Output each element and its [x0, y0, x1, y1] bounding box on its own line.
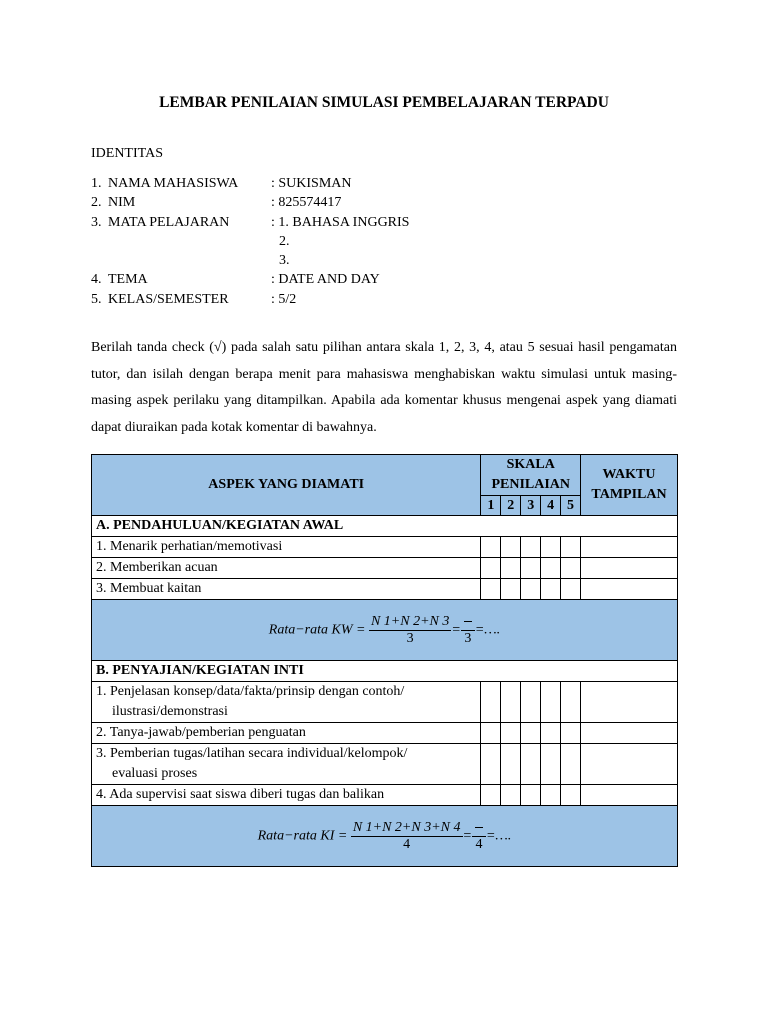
formula-kw-left: Rata−rata KW =	[268, 622, 366, 638]
score-cell[interactable]	[561, 537, 581, 558]
score-cell[interactable]	[521, 558, 541, 579]
score-cell[interactable]	[481, 579, 501, 600]
time-cell[interactable]	[581, 558, 678, 579]
score-cell[interactable]	[561, 744, 581, 785]
aspect-label: 3. Pemberian tugas/latihan secara individual/kelompok/ evaluasi proses	[92, 744, 481, 785]
time-cell[interactable]	[581, 723, 678, 744]
aspect-label: 3. Membuat kaitan	[92, 579, 481, 600]
section-a-heading: A. PENDAHULUAN/KEGIATAN AWAL	[92, 516, 678, 537]
identitas-row: 4. TEMA : DATE AND DAY	[91, 272, 380, 288]
scale-4: 4	[541, 496, 561, 516]
score-cell[interactable]	[541, 537, 561, 558]
identitas-heading: IDENTITAS	[91, 146, 163, 161]
formula-kw-fraction: $\frac{N 1+N 2+N 3}{3}$	[370, 613, 450, 646]
identitas-list	[91, 174, 409, 309]
score-cell[interactable]	[501, 682, 521, 723]
formula-ki-left: Rata−rata KI =	[257, 828, 348, 844]
score-cell[interactable]	[501, 723, 521, 744]
score-cell[interactable]	[501, 744, 521, 785]
identitas-row: 2. NIM : 825574417	[91, 195, 342, 211]
score-cell[interactable]	[481, 558, 501, 579]
score-cell[interactable]	[521, 723, 541, 744]
score-cell[interactable]	[521, 537, 541, 558]
instruction-paragraph: Berilah tanda check (√) pada salah satu pilihan antara skala 1, 2, 3, 4, atau 5 sesuai hasil pengamatan tutor, dan isilah dengan berapa menit para mahasiswa menghabiskan waktu simulasi untuk masing-masing aspek perilaku yang ditampilkan. Apabila ada komentar khusus mengenai aspek yang diamati dapat diuraikan pada kotak komentar di bawahnya.	[91, 340, 677, 435]
identitas-row: 1. NAMA MAHASISWA : SUKISMAN	[91, 176, 352, 191]
score-cell[interactable]	[521, 579, 541, 600]
table-row	[92, 537, 678, 558]
scale-5: 5	[561, 496, 581, 516]
score-cell[interactable]	[481, 785, 501, 806]
time-cell[interactable]	[581, 682, 678, 723]
score-cell[interactable]	[561, 682, 581, 723]
time-cell[interactable]	[581, 579, 678, 600]
time-cell[interactable]	[581, 744, 678, 785]
scale-1: 1	[481, 496, 501, 516]
score-cell[interactable]	[501, 558, 521, 579]
formula-ki: Rata−rata KI = $\frac{N 1+N 2+N 3+N 4}{4}$ = 4 =….	[92, 806, 678, 867]
score-cell[interactable]	[501, 537, 521, 558]
header-skala: SKALA PENILAIAN	[481, 455, 581, 496]
table-row	[92, 785, 678, 806]
score-cell[interactable]	[521, 744, 541, 785]
aspect-label: 4. Ada supervisi saat siswa diberi tugas dan balikan	[92, 785, 481, 806]
aspect-label: 1. Penjelasan konsep/data/fakta/prinsip dengan contoh/ ilustrasi/demonstrasi	[92, 682, 481, 723]
score-cell[interactable]	[481, 682, 501, 723]
table-row	[92, 723, 678, 744]
score-cell[interactable]	[521, 682, 541, 723]
scale-2: 2	[501, 496, 521, 516]
score-cell[interactable]	[481, 744, 501, 785]
score-cell[interactable]	[541, 579, 561, 600]
score-cell[interactable]	[541, 682, 561, 723]
score-cell[interactable]	[541, 785, 561, 806]
section-b-heading: B. PENYAJIAN/KEGIATAN INTI	[92, 661, 678, 682]
score-cell[interactable]	[481, 537, 501, 558]
header-waktu: WAKTU TAMPILAN	[581, 455, 678, 516]
table-row	[92, 682, 678, 723]
score-cell[interactable]	[541, 744, 561, 785]
score-cell[interactable]	[561, 785, 581, 806]
identitas-row: 3. MATA PELAJARAN : 1. BAHASA INGGRIS	[91, 214, 410, 230]
table-row	[92, 744, 678, 785]
time-cell[interactable]	[581, 537, 678, 558]
document-title: LEMBAR PENILAIAN SIMULASI PEMBELAJARAN TERPADU	[159, 94, 609, 111]
identitas-row: 5. KELAS/SEMESTER : 5/2	[91, 291, 297, 307]
aspect-label: 2. Tanya-jawab/pemberian penguatan	[92, 723, 481, 744]
aspect-label: 1. Menarik perhatian/memotivasi	[92, 537, 481, 558]
aspect-label: 2. Memberikan acuan	[92, 558, 481, 579]
time-cell[interactable]	[581, 785, 678, 806]
identitas-row: 3.	[279, 253, 290, 269]
score-cell[interactable]	[481, 723, 501, 744]
table-row	[92, 558, 678, 579]
header-aspek: ASPEK YANG DIAMATI	[92, 455, 481, 516]
score-cell[interactable]	[521, 785, 541, 806]
score-cell[interactable]	[541, 723, 561, 744]
score-cell[interactable]	[501, 785, 521, 806]
table-row	[92, 579, 678, 600]
formula-kw: Rata−rata KW = $\frac{N 1+N 2+N 3}{3}$ = 3 =….	[92, 600, 678, 661]
score-cell[interactable]	[561, 723, 581, 744]
identitas-row: 2.	[279, 233, 290, 249]
score-cell[interactable]	[561, 558, 581, 579]
score-cell[interactable]	[501, 579, 521, 600]
score-cell[interactable]	[541, 558, 561, 579]
formula-ki-fraction: $\frac{N 1+N 2+N 3+N 4}{4}$	[352, 819, 461, 852]
assessment-table	[91, 454, 678, 867]
scale-3: 3	[521, 496, 541, 516]
score-cell[interactable]	[561, 579, 581, 600]
